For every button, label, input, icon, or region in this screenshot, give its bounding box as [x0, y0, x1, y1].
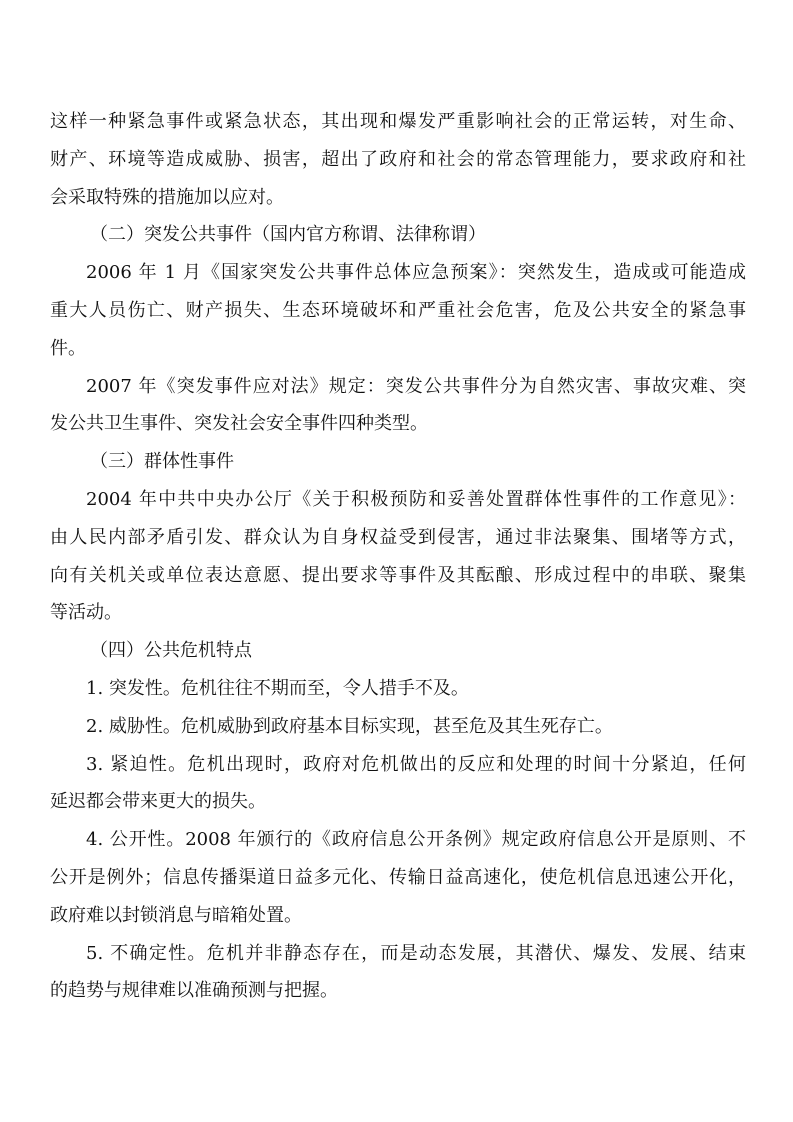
text-line: 发公共卫生事件、突发社会安全事件四种类型。 — [50, 413, 428, 435]
section-heading: （四）公共危机特点 — [90, 640, 252, 662]
text-line: 2004 年中共中央办公厅《关于积极预防和妥善处置群体性事件的工作意见》： — [86, 488, 746, 510]
section-heading: （二）突发公共事件（国内官方称谓、法律称谓） — [90, 224, 486, 246]
text-line: 3. 紧迫性。危机出现时，政府对危机做出的反应和处理的时间十分紧迫，任何 — [86, 753, 746, 775]
text-line: 重大人员伤亡、财产损失、生态环境破坏和严重社会危害，危及公共安全的紧急事 — [50, 299, 746, 321]
text-line: 4. 公开性。2008 年颁行的《政府信息公开条例》规定政府信息公开是原则、不 — [86, 829, 746, 851]
text-line: 这样一种紧急事件或紧急状态，其出现和爆发严重影响社会的正常运转，对生命、 — [50, 111, 746, 132]
text-line: 向有关机关或单位表达意愿、提出要求等事件及其酝酿、形成过程中的串联、聚集 — [50, 564, 746, 586]
text-line: 件。 — [50, 337, 86, 359]
text-line: 财产、环境等造成威胁、损害，超出了政府和社会的常态管理能力，要求政府和社 — [50, 148, 746, 170]
document-page — [50, 103, 746, 1010]
text-line: 由人民内部矛盾引发、群众认为自身权益受到侵害，通过非法聚集、围堵等方式， — [50, 526, 746, 548]
text-line: 等活动。 — [50, 602, 122, 624]
text-line: 2. 威胁性。危机威胁到政府基本目标实现，甚至危及其生死存亡。 — [86, 715, 613, 737]
text-line: 延迟都会带来更大的损失。 — [50, 791, 266, 813]
text-line: 政府难以封锁消息与暗箱处置。 — [50, 904, 302, 926]
text-line: 2007 年《突发事件应对法》规定：突发公共事件分为自然灾害、事故灾难、突 — [86, 375, 746, 397]
text-line: 5. 不确定性。危机并非静态存在，而是动态发展，其潜伏、爆发、发展、结束 — [86, 942, 746, 964]
text-line: 会采取特殊的措施加以应对。 — [50, 186, 284, 208]
text-line: 公开是例外；信息传播渠道日益多元化、传输日益高速化，使危机信息迅速公开化， — [50, 866, 746, 888]
text-line: 1. 突发性。危机往往不期而至，令人措手不及。 — [86, 677, 469, 699]
text-line: 2006 年 1 月《国家突发公共事件总体应急预案》：突然发生，造成或可能造成 — [86, 262, 746, 284]
text-line: 的趋势与规律难以准确预测与把握。 — [50, 980, 338, 1002]
section-heading: （三）群体性事件 — [90, 451, 234, 473]
